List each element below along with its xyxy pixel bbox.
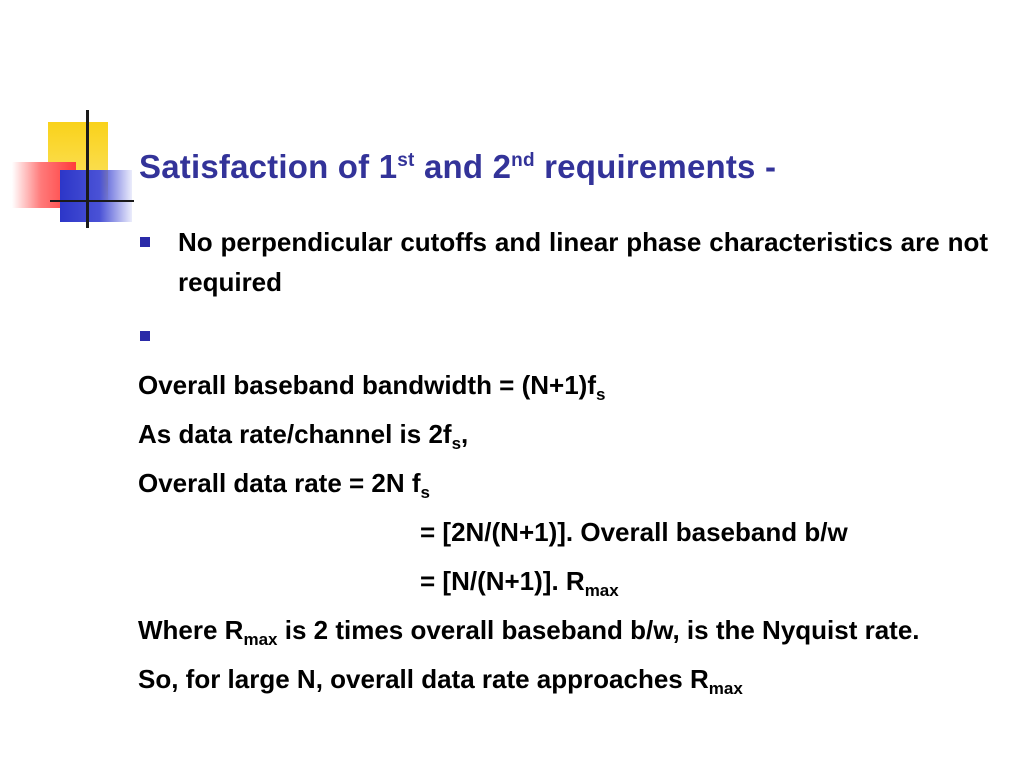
subscript: s [420, 483, 430, 502]
line-text: = [N/(N+1)]. R [420, 566, 585, 596]
subscript: s [595, 385, 606, 404]
line-overall-rate [138, 463, 988, 503]
line-text: Overall data rate = 2N f [138, 468, 421, 498]
title-part2: and 2 [414, 148, 512, 185]
line-equation-1 [138, 512, 988, 552]
line-equation-2 [138, 561, 988, 601]
line-bandwidth [138, 365, 988, 405]
line-text-after: , [461, 419, 469, 449]
line-text: = [2N/(N+1)]. Overall baseband b/w [420, 517, 848, 547]
line-rate-per-channel [138, 414, 988, 454]
square-bullet-icon [140, 331, 150, 341]
line-text: Where R [138, 615, 244, 645]
subscript: s [451, 434, 462, 453]
bullet-item-empty [138, 316, 988, 356]
slide-content [138, 222, 988, 699]
title-part3: requirements - [534, 148, 777, 185]
title-sup2: nd [511, 150, 535, 171]
logo-horizontal-line [50, 200, 134, 202]
square-bullet-icon [140, 237, 150, 247]
line-conclusion [138, 659, 988, 699]
slide-title [139, 148, 776, 186]
bullet-item [138, 222, 988, 302]
logo-vertical-line [86, 110, 89, 228]
line-text: Overall baseband bandwidth = (N+1)f [138, 370, 596, 400]
subscript: max [708, 679, 743, 698]
line-where [138, 610, 988, 650]
title-part1: Satisfaction of 1 [139, 148, 398, 185]
title-sup1: st [397, 150, 415, 171]
line-text: So, for large N, overall data rate approaches R [138, 664, 709, 694]
logo-blue-bar [60, 170, 132, 222]
line-text-after: is 2 times overall baseband b/w, is the Nyquist rate. [277, 615, 920, 645]
subscript: max [243, 630, 278, 649]
line-text: As data rate/channel is 2f [138, 419, 452, 449]
subscript: max [584, 581, 619, 600]
bullet-text: No perpendicular cutoffs and linear phase characteristics are not required [178, 227, 988, 297]
